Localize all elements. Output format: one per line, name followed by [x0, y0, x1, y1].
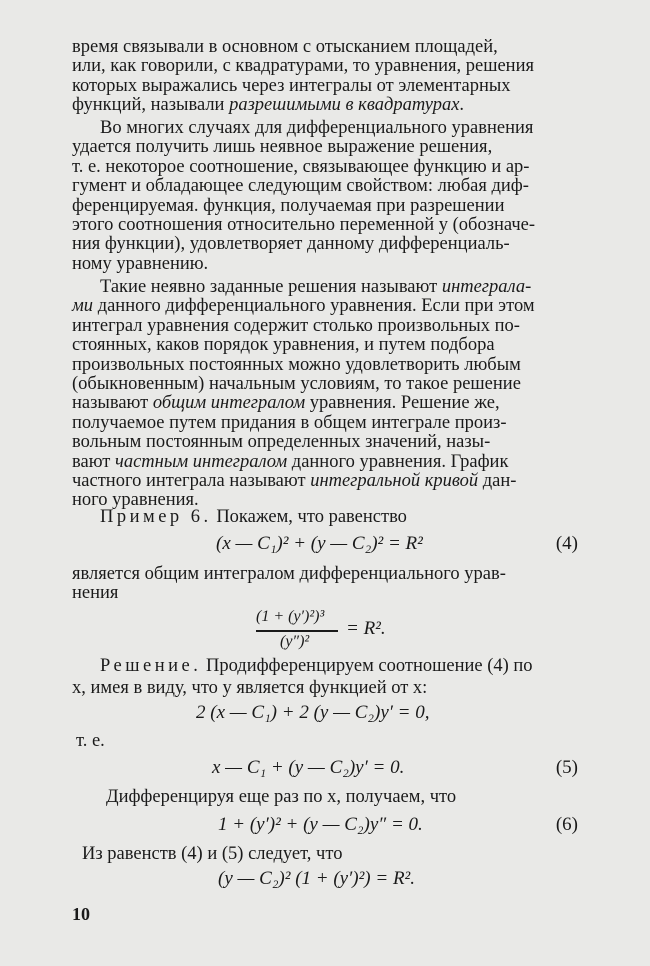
paragraph-1 [72, 38, 577, 116]
fraction-bar [256, 630, 338, 632]
text-fragment: функций, называли [72, 95, 225, 116]
equation-5: x — C₁ + (y — C₂)y′ = 0. [212, 757, 405, 778]
text-fragment: Такие неявно заданные решения называют [100, 277, 438, 297]
differentiate-again-line: Дифференцируя еще раз по x, получаем, что [106, 787, 457, 807]
text-line: гумент и обладающее следующим свойством: любая диф- [72, 176, 529, 197]
text-line: ференцируемая. функция, получаемая при разрешении [72, 195, 505, 216]
text-fragment: вают [72, 451, 111, 472]
equation-4: (x — C₁)² + (y — C₂)² = R² [216, 533, 423, 554]
term-integral-curve: интегральной кривой [310, 471, 479, 492]
term-general-integral: общим интегралом [152, 393, 306, 414]
example-statement [72, 565, 577, 604]
equation-number-5: (5) [555, 757, 578, 778]
paragraph-2 [72, 119, 577, 274]
text-line: т. е. некоторое соотношение, связывающее функцию и ар- [72, 156, 530, 177]
text-fragment: данного дифференциального уравнения. Если при этом [97, 296, 535, 317]
example-heading [100, 507, 407, 527]
solution-line-1 [100, 656, 533, 676]
term-particular-integral: частным интегралом [115, 451, 288, 472]
text-line: (обыкновенным) начальным условиям, то такое решение [72, 374, 521, 395]
text-line: удается получить лишь неявное выражение решения, [72, 137, 493, 158]
text-line: этого соотношения относительно переменной у (обозначе- [72, 215, 536, 236]
paragraph-3 [72, 278, 577, 511]
text-line: вольным постоянным определенных значений, назы- [72, 432, 491, 453]
text-fragment: частного интеграла называют [72, 471, 306, 492]
page-number: 10 [72, 904, 90, 924]
text-line: ного уравнения. [72, 490, 199, 511]
example-label: Пример 6. [100, 507, 212, 527]
equation-number-6: (6) [555, 814, 578, 835]
text-fragment: уравнения. Решение же, [309, 393, 500, 414]
fraction-numerator: (1 + (y′)²)³ [256, 608, 325, 625]
solution-text: Продифференцируем соотношение (4) по [205, 656, 533, 676]
equation-number-4: (4) [555, 533, 578, 554]
text-line: время связывали в основном с отысканием площадей, [72, 37, 498, 57]
text-fragment: дан- [482, 471, 517, 492]
text-line: нения [72, 583, 119, 604]
fraction-rhs: = R². [346, 618, 386, 639]
text-line: или, как говорили, с квадратурами, то уравнения, решения [72, 56, 534, 77]
equation-first-derivative: 2 (x — C₁) + 2 (y — C₂)y′ = 0, [196, 702, 430, 723]
text-line: стоянных, каков порядок уравнения, и путем подбора [72, 335, 495, 356]
text-line: ния функции), удовлетворяет данному дифференциаль- [72, 234, 510, 255]
text-fragment: данного уравнения. График [291, 451, 509, 472]
text-line: является общим интегралом дифференциального урав- [72, 564, 506, 584]
solution-line-2: x, имея в виду, что y является функцией от x: [72, 678, 428, 698]
te-abbrev: т. е. [76, 731, 105, 751]
equation-final: (y — C₂)² (1 + (y′)²) = R². [218, 868, 415, 889]
text-fragment: называют [72, 393, 149, 414]
text-line: ному уравнению. [72, 253, 209, 274]
term-solvable-in-quadratures: разрешимыми в квадратурах [229, 95, 460, 116]
equation-6: 1 + (y′)² + (y — C₂)y″ = 0. [218, 814, 423, 835]
from-equalities-line: Из равенств (4) и (5) следует, что [82, 844, 343, 864]
text-line: получаемое путем придания в общем интеграле произ- [72, 412, 507, 433]
fraction-denominator: (y″)² [280, 633, 310, 650]
text-fragment: . [459, 95, 465, 116]
solution-label: Решение. [100, 656, 202, 676]
term-integrals: интеграла- [441, 277, 532, 297]
term-integrals-end: ми [72, 296, 94, 317]
text-line: произвольных постоянных можно удовлетворить любым [72, 354, 521, 375]
example-text: Покажем, что равенство [216, 507, 407, 527]
text-line: интеграл уравнения содержит столько произвольных по- [72, 315, 520, 336]
text-line: Во многих случаях для дифференциального уравнения [100, 118, 534, 138]
text-line: которых выражались через интегралы от элементарных [72, 75, 511, 96]
